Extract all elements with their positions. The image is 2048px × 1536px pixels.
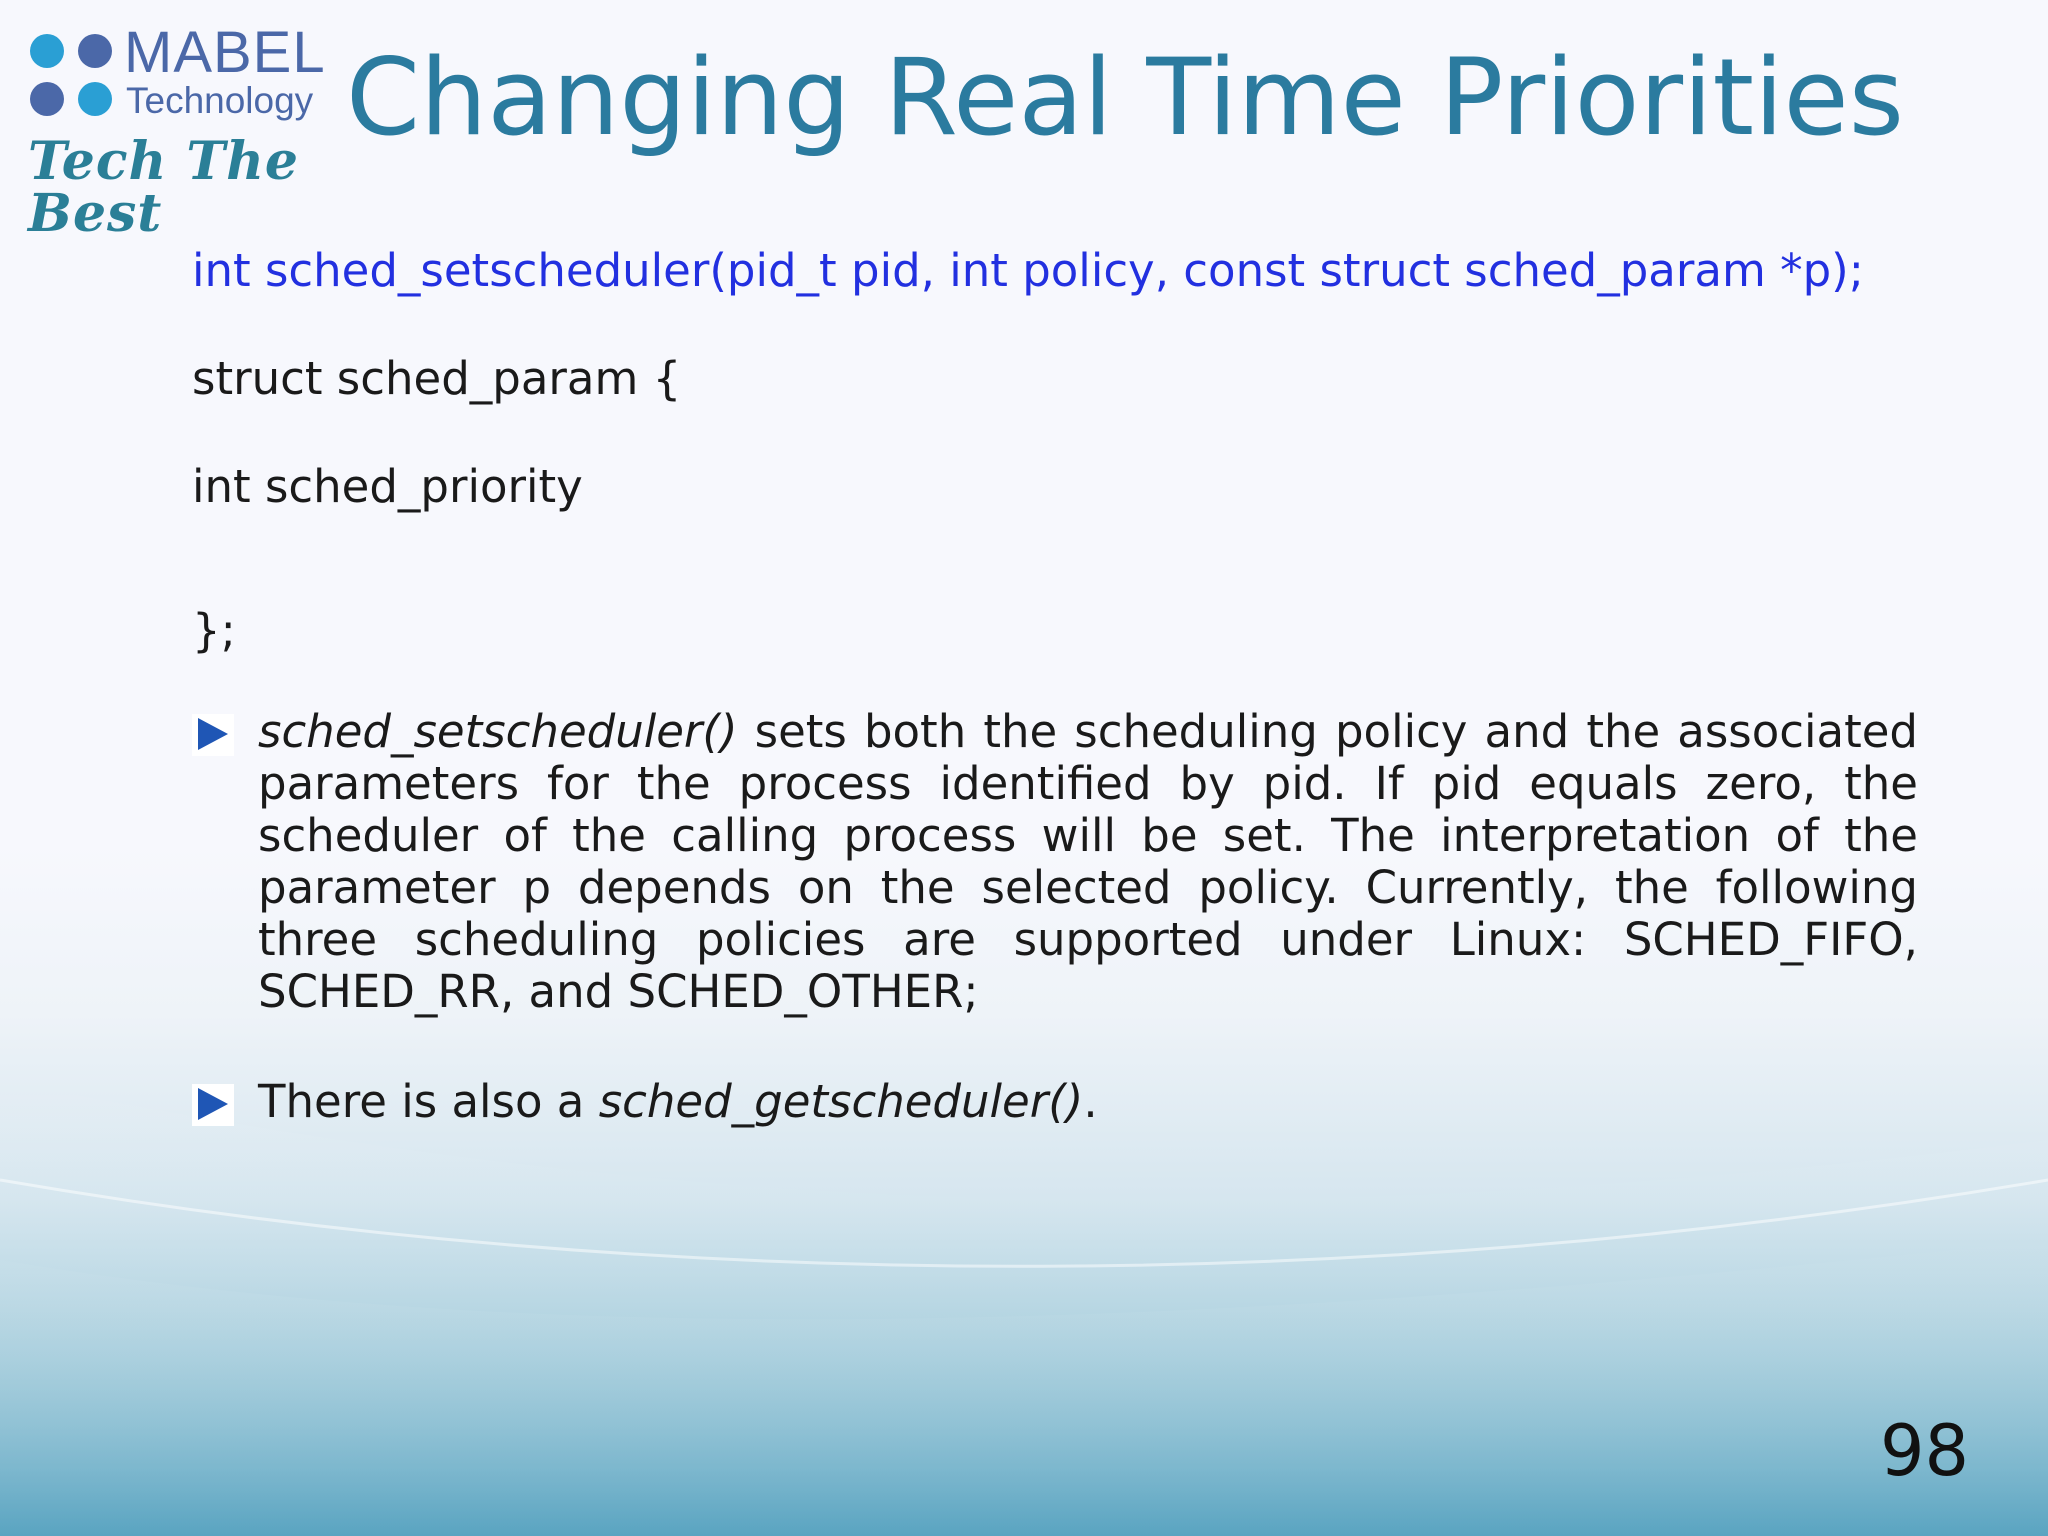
function-signature: int sched_setscheduler(pid_t pid, int policy, const struct sched_param *p); [192, 244, 1864, 297]
logo-dot-icon [30, 82, 64, 116]
bullet-triangle-icon [192, 1084, 234, 1126]
logo-dot-icon [78, 82, 112, 116]
bullet-suffix: . [1083, 1075, 1098, 1128]
logo-dot-icon [78, 34, 112, 68]
logo-brand: MABEL [124, 20, 326, 85]
function-name: sched_setscheduler() [258, 705, 738, 758]
bullet-prefix: There is also a [258, 1075, 599, 1128]
slide-title: Changing Real Time Priorities [346, 36, 1904, 159]
struct-field: int sched_priority [192, 460, 583, 513]
bullet-body: sets both the scheduling policy and the associated parameters for the process identified by pid. If pid equals zero, the scheduler of the calling process will be set. The interpretation of the parameter p depends on the selected policy. Currently, the following three scheduling policies are supported under Linux: SCHED_FIFO, SCHED_RR, and SCHED_OTHER; [258, 705, 1918, 1018]
page-number: 98 [1880, 1410, 1970, 1492]
struct-close: }; [192, 604, 236, 657]
bullet-triangle-icon [192, 714, 234, 756]
logo-dot-icon [30, 34, 64, 68]
bullet-text [258, 1076, 1918, 1128]
logo-subtitle: Technology [126, 80, 314, 121]
bullet-text [258, 706, 1918, 1018]
logo-tagline: Tech The Best [28, 131, 299, 244]
struct-declaration: struct sched_param { [192, 352, 682, 405]
function-name: sched_getscheduler() [598, 1075, 1084, 1128]
company-logo [28, 20, 338, 244]
